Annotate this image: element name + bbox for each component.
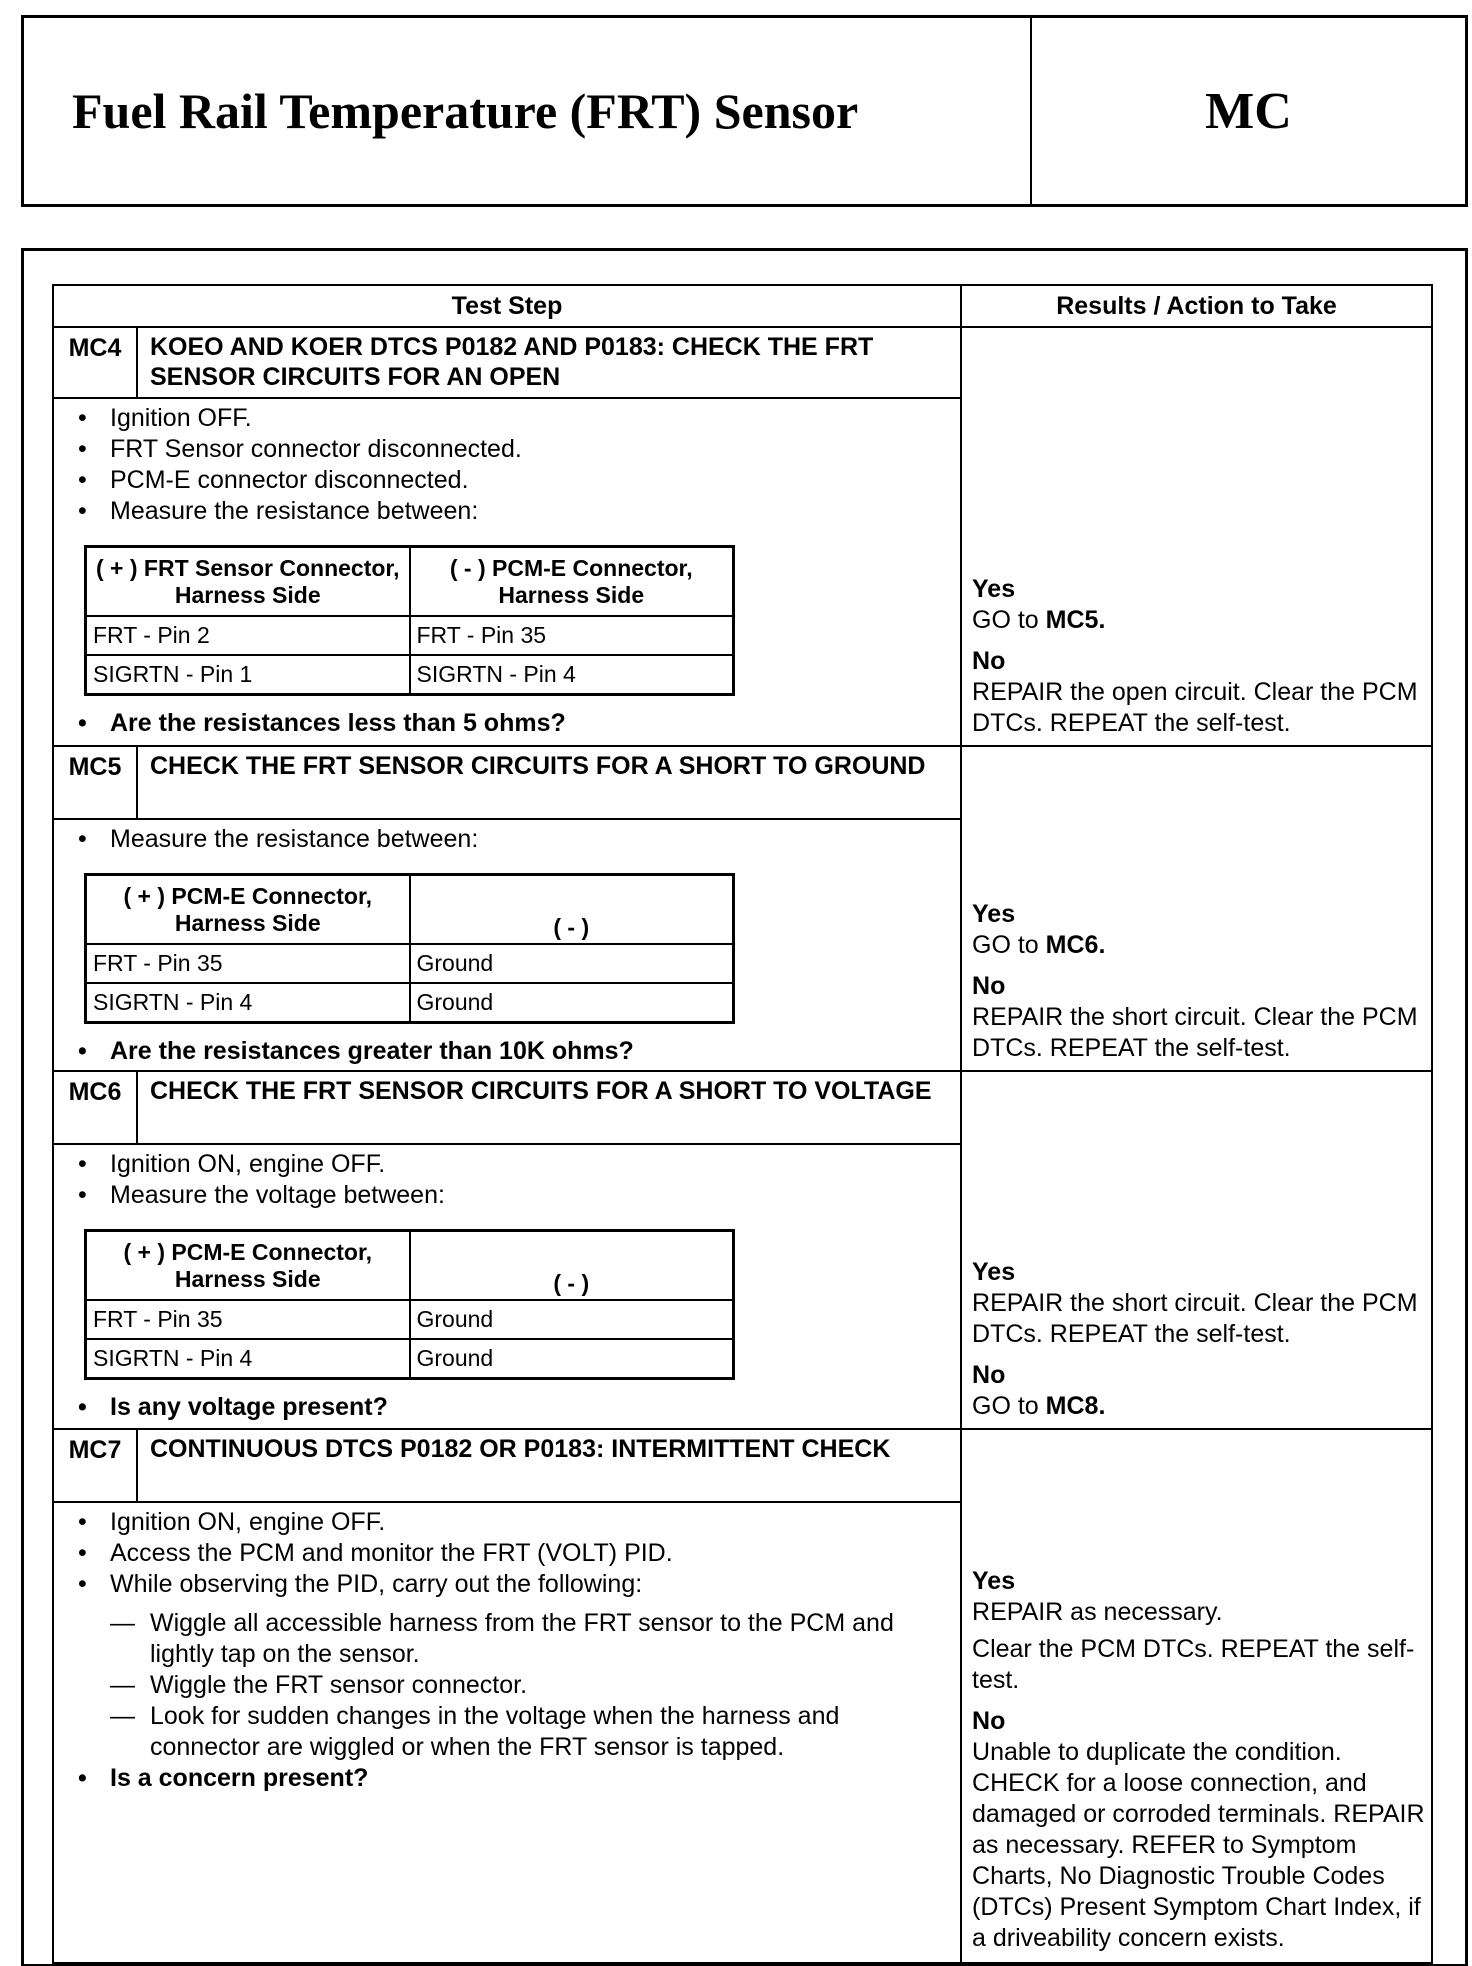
pin-header: ( - ) PCM-E Connector, Harness Side — [410, 547, 734, 617]
step-results — [961, 327, 1432, 746]
yes-label: Yes — [972, 900, 1016, 928]
yes-label: Yes — [972, 1567, 1016, 1595]
step-id: MC6 — [53, 1071, 137, 1144]
step-title: KOEO AND KOER DTCS P0182 AND P0183: CHECK THE FRT SENSOR CIRCUITS FOR AN OPEN — [137, 327, 961, 398]
column-header-test-step: Test Step — [53, 285, 961, 327]
pin-cell: Ground — [410, 1339, 734, 1379]
no-action: GO to MC8. — [972, 1392, 1106, 1420]
sub-bullet: — Look for sudden changes in the voltage when the harness and connector are wiggled or when the FRT sensor is tapped. — [66, 1701, 950, 1763]
question: • Is any voltage present? — [66, 1392, 950, 1423]
pin-cell: FRT - Pin 35 — [86, 944, 410, 983]
yes-label: Yes — [972, 575, 1016, 603]
yes-action: GO to MC6. — [972, 931, 1106, 959]
yes-label: Yes — [972, 1258, 1016, 1286]
pin-cell: SIGRTN - Pin 4 — [410, 655, 734, 695]
bullet: • Measure the resistance between: — [66, 496, 950, 527]
pin-header: ( - ) — [410, 1231, 734, 1301]
no-action: REPAIR the short circuit. Clear the PCM DTCs. REPEAT the self-test. — [972, 1003, 1418, 1062]
no-label: No — [972, 972, 1006, 1000]
pin-cell: FRT - Pin 2 — [86, 616, 410, 655]
pin-cell: Ground — [410, 944, 734, 983]
yes-action-detail: Clear the PCM DTCs. REPEAT the self-test. — [972, 1635, 1415, 1694]
step-results — [961, 1429, 1432, 1963]
bullet: • PCM-E connector disconnected. — [66, 465, 950, 496]
sub-bullet: — Wiggle the FRT sensor connector. — [66, 1670, 950, 1701]
step-id: MC5 — [53, 746, 137, 819]
step-title: CHECK THE FRT SENSOR CIRCUITS FOR A SHORT TO VOLTAGE — [137, 1071, 961, 1144]
pin-cell: Ground — [410, 983, 734, 1023]
no-label: No — [972, 1707, 1006, 1735]
bullet: • Ignition ON, engine OFF. — [66, 1149, 950, 1180]
yes-action: REPAIR the short circuit. Clear the PCM DTCs. REPEAT the self-test. — [972, 1289, 1418, 1348]
bullet: • FRT Sensor connector disconnected. — [66, 434, 950, 465]
page-title: Fuel Rail Temperature (FRT) Sensor — [24, 18, 1032, 204]
no-label: No — [972, 1361, 1006, 1389]
step-body — [53, 1502, 961, 1963]
bullet: • Ignition ON, engine OFF. — [66, 1507, 950, 1538]
column-header-results: Results / Action to Take — [961, 285, 1432, 327]
diagnostic-table — [52, 284, 1433, 1964]
bullet: • Measure the resistance between: — [66, 824, 950, 855]
section-code: MC — [1205, 82, 1292, 140]
pin-cell: FRT - Pin 35 — [86, 1300, 410, 1339]
pin-cell: FRT - Pin 35 — [410, 616, 734, 655]
pin-cell: SIGRTN - Pin 4 — [86, 983, 410, 1023]
pin-cell: SIGRTN - Pin 1 — [86, 655, 410, 695]
pin-header: ( + ) FRT Sensor Connector, Harness Side — [86, 547, 410, 617]
no-action: REPAIR the open circuit. Clear the PCM DTCs. REPEAT the self-test. — [972, 678, 1418, 737]
pin-header: ( + ) PCM-E Connector, Harness Side — [86, 1231, 410, 1301]
step-body — [53, 819, 961, 1071]
pin-cell: Ground — [410, 1300, 734, 1339]
bullet: • Access the PCM and monitor the FRT (VOLT) PID. — [66, 1538, 950, 1569]
bullet: • Measure the voltage between: — [66, 1180, 950, 1211]
no-action: Unable to duplicate the condition. CHECK for a loose connection, and damaged or corroded terminals. REPAIR as necessary. REFER to Symptom Charts, No Diagnostic Trouble Codes (DTCs) Present Symptom Chart Index, if a driveability concern exists. — [972, 1738, 1425, 1952]
question: • Is a concern present? — [66, 1763, 950, 1794]
step-body — [53, 398, 961, 746]
question: • Are the resistances less than 5 ohms? — [66, 708, 950, 739]
step-title: CHECK THE FRT SENSOR CIRCUITS FOR A SHORT TO GROUND — [137, 746, 961, 819]
question: • Are the resistances greater than 10K ohms? — [66, 1036, 950, 1067]
page-header — [21, 15, 1468, 207]
step-id: MC4 — [53, 327, 137, 398]
pin-header: ( - ) — [410, 875, 734, 945]
pin-table — [84, 873, 735, 1024]
no-label: No — [972, 647, 1006, 675]
step-title: CONTINUOUS DTCS P0182 OR P0183: INTERMITTENT CHECK — [137, 1429, 961, 1502]
pin-header: ( + ) PCM-E Connector, Harness Side — [86, 875, 410, 945]
yes-action: GO to MC5. — [972, 606, 1106, 634]
sub-bullet: — Wiggle all accessible harness from the FRT sensor to the PCM and lightly tap on the sensor. — [66, 1608, 950, 1670]
step-results — [961, 1071, 1432, 1429]
pin-table — [84, 1229, 735, 1380]
step-id: MC7 — [53, 1429, 137, 1502]
bullet: • While observing the PID, carry out the following: — [66, 1569, 950, 1600]
pin-table — [84, 545, 735, 696]
pin-cell: SIGRTN - Pin 4 — [86, 1339, 410, 1379]
yes-action: REPAIR as necessary. — [972, 1598, 1223, 1626]
step-results — [961, 746, 1432, 1071]
step-body — [53, 1144, 961, 1429]
bullet: • Ignition OFF. — [66, 403, 950, 434]
